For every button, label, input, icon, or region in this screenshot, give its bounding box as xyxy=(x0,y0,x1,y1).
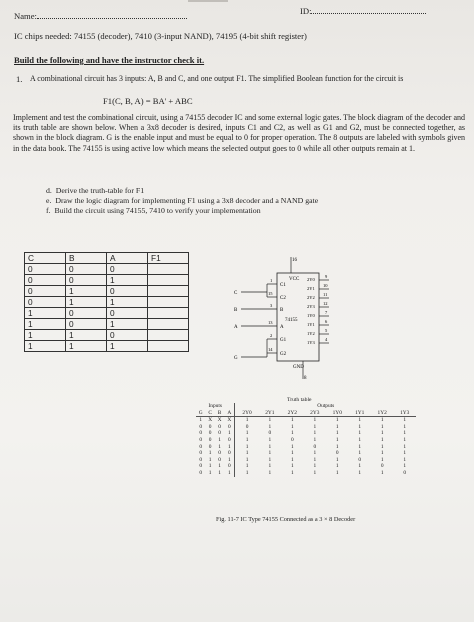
datasheet-cell: 1 xyxy=(228,469,231,476)
table-row xyxy=(196,417,416,424)
datasheet-header-cell: 2Y0 xyxy=(235,410,259,417)
datasheet-cell: 0 xyxy=(199,443,203,450)
header-c: C xyxy=(25,253,66,264)
output-pins xyxy=(307,274,329,345)
datasheet-truth-table xyxy=(196,403,416,477)
datasheet-cell: 0 xyxy=(358,456,362,463)
input-g1: G1 xyxy=(280,338,287,343)
datasheet-cell: 1 xyxy=(228,430,231,437)
datasheet-cell: 1 xyxy=(335,430,339,437)
datasheet-cell: 1 xyxy=(380,443,384,450)
name-label: Name: xyxy=(14,10,187,21)
datasheet-header-cell: 1Y3 xyxy=(393,410,416,417)
datasheet-cell: 1 xyxy=(313,436,317,443)
output-1y0: 1Y0 xyxy=(307,313,315,318)
cell: 0 xyxy=(107,308,148,319)
pin-2: 2 xyxy=(270,333,273,338)
datasheet-header-cell: B xyxy=(215,410,224,417)
f1-cell xyxy=(148,264,189,275)
f1-cell xyxy=(148,341,189,352)
datasheet-cell: 1 xyxy=(218,436,221,443)
datasheet-cell: 1 xyxy=(358,450,362,457)
output-1y1: 1Y1 xyxy=(307,322,315,327)
output-1y2: 1Y2 xyxy=(307,331,315,336)
datasheet-cell: 0 xyxy=(199,423,203,430)
table-row xyxy=(25,308,189,319)
table-row xyxy=(196,444,416,451)
datasheet-cell: 0 xyxy=(208,436,212,443)
datasheet-cell: 1 xyxy=(235,444,259,451)
datasheet-cell: 1 xyxy=(290,423,294,430)
cell: 0 xyxy=(25,286,66,297)
input-c2: C2 xyxy=(280,296,286,301)
datasheet-cell: 0 xyxy=(208,430,212,437)
datasheet-header-cell: 2Y1 xyxy=(259,410,281,417)
cell: 1 xyxy=(66,330,107,341)
id-label: ID: xyxy=(300,5,426,16)
datasheet-cell: X xyxy=(227,417,232,424)
f1-cell xyxy=(148,297,189,308)
datasheet-header-row xyxy=(196,410,416,417)
datasheet-cell: 1 xyxy=(358,463,362,470)
cell: 0 xyxy=(25,264,66,275)
cell: 0 xyxy=(66,275,107,286)
table-row xyxy=(196,470,416,477)
datasheet-cell: 1 xyxy=(235,437,259,444)
datasheet-cell: 0 xyxy=(208,443,212,450)
cell: 1 xyxy=(25,341,66,352)
pin-15: 15 xyxy=(268,291,273,296)
output-2y1: 2Y1 xyxy=(307,286,315,291)
cell: 1 xyxy=(66,286,107,297)
datasheet-cell: 1 xyxy=(268,443,272,450)
datasheet-cell: 1 xyxy=(335,417,339,424)
pin-9: 9 xyxy=(325,274,328,279)
task-e: e. Draw the logic diagram for implementing F1 using a 3x8 decoder and a NAND gate xyxy=(46,196,319,205)
datasheet-cell: 1 xyxy=(268,463,272,470)
gnd-pin: 8 xyxy=(304,376,307,381)
table-row xyxy=(25,297,189,308)
datasheet-cell: 1 xyxy=(380,450,384,457)
datasheet-cell: 1 xyxy=(403,450,407,457)
f1-cell xyxy=(148,330,189,341)
datasheet-cell: 1 xyxy=(380,430,384,437)
cell: 1 xyxy=(66,297,107,308)
input-c1: C1 xyxy=(280,283,286,288)
table-row xyxy=(25,286,189,297)
datasheet-cell: 0 xyxy=(218,430,221,437)
datasheet-header-cell: 1Y2 xyxy=(371,410,393,417)
datasheet-cell: 1 xyxy=(313,423,317,430)
header-a: A xyxy=(107,253,148,264)
datasheet-header-cell: 1Y1 xyxy=(349,410,371,417)
cell: 1 xyxy=(25,319,66,330)
datasheet-cell: 1 xyxy=(313,430,317,437)
name-blank xyxy=(37,10,187,19)
datasheet-cell: 0 xyxy=(199,436,203,443)
datasheet-cell: 1 xyxy=(235,450,259,457)
datasheet-cell: 1 xyxy=(290,430,294,437)
datasheet-cell: 1 xyxy=(335,469,339,476)
output-1y3: 1Y3 xyxy=(307,340,315,345)
datasheet-cell: 1 xyxy=(235,463,259,470)
datasheet-cell: 0 xyxy=(218,450,221,457)
cell: 1 xyxy=(107,297,148,308)
datasheet-cell: 1 xyxy=(380,456,384,463)
datasheet-cell: 0 xyxy=(335,450,339,457)
table-row xyxy=(196,450,416,457)
datasheet-cell: 1 xyxy=(218,469,221,476)
header-f1: F1 xyxy=(148,253,189,264)
datasheet-cell: 1 xyxy=(235,430,259,437)
datasheet-cell: 0 xyxy=(313,443,317,450)
cell: 1 xyxy=(107,341,148,352)
pin-4: 4 xyxy=(325,337,328,342)
ext-input-c: C xyxy=(234,291,238,296)
f1-cell xyxy=(148,286,189,297)
datasheet-cell: 1 xyxy=(335,436,339,443)
datasheet-cell: 0 xyxy=(403,469,407,476)
datasheet-cell: 1 xyxy=(235,470,259,477)
table-row xyxy=(196,424,416,431)
datasheet-cell: 0 xyxy=(228,423,231,430)
datasheet-cell: 0 xyxy=(199,430,203,437)
pin-13: 13 xyxy=(268,320,273,325)
header-b: B xyxy=(66,253,107,264)
pin-5: 5 xyxy=(325,328,328,333)
pin-12: 12 xyxy=(323,301,328,306)
datasheet-header-cell: C xyxy=(205,410,214,417)
datasheet-header-cell: 1Y0 xyxy=(326,410,348,417)
datasheet-cell: 1 xyxy=(358,443,362,450)
question-number: 1. xyxy=(16,74,23,84)
datasheet-cell: 1 xyxy=(290,443,294,450)
datasheet-cell: 1 xyxy=(403,436,407,443)
task-d: d. Derive the truth-table for F1 xyxy=(46,186,145,195)
cell: 1 xyxy=(66,341,107,352)
datasheet-cell: 0 xyxy=(290,436,294,443)
datasheet-cell: 1 xyxy=(335,456,339,463)
gnd-label: GND xyxy=(293,365,304,370)
datasheet-cell: 1 xyxy=(208,450,212,457)
question-text: A combinational circuit has 3 inputs: A, B and C, and one output F1. The simplified Boolean function for the circuit is xyxy=(30,74,404,83)
table-row xyxy=(25,319,189,330)
datasheet-table-title: Truth table xyxy=(287,397,312,403)
datasheet-cell: 0 xyxy=(199,469,203,476)
datasheet-cell: 1 xyxy=(358,436,362,443)
student-truth-table xyxy=(24,252,189,352)
datasheet-cell: 1 xyxy=(358,423,362,430)
f1-cell xyxy=(148,319,189,330)
decoder-block-diagram xyxy=(225,255,345,395)
datasheet-cell: 1 xyxy=(403,456,407,463)
datasheet-cell: 1 xyxy=(358,469,362,476)
datasheet-cell: X xyxy=(217,417,222,424)
f1-cell xyxy=(148,275,189,286)
ext-input-a: A xyxy=(234,325,238,330)
id-blank xyxy=(311,5,426,14)
datasheet-cell: 0 xyxy=(380,463,384,470)
datasheet-cell: 1 xyxy=(335,443,339,450)
datasheet-cell: 1 xyxy=(235,417,259,424)
cell: 1 xyxy=(107,319,148,330)
output-2y3: 2Y3 xyxy=(307,304,315,309)
datasheet-cell: 1 xyxy=(313,463,317,470)
datasheet-cell: 1 xyxy=(290,469,294,476)
datasheet-cell: X xyxy=(208,417,213,424)
input-g2: G2 xyxy=(280,352,287,357)
pin-14: 14 xyxy=(268,347,273,352)
input-a: A xyxy=(280,325,284,330)
datasheet-cell: 1 xyxy=(380,423,384,430)
table-header-row xyxy=(25,253,189,264)
datasheet-cell: 1 xyxy=(228,456,231,463)
datasheet-cell: 0 xyxy=(208,423,212,430)
datasheet-cell: 1 xyxy=(335,463,339,470)
table-row xyxy=(196,437,416,444)
datasheet-cell: 1 xyxy=(208,463,212,470)
datasheet-cell: 1 xyxy=(268,450,272,457)
datasheet-cell: 0 xyxy=(235,424,259,431)
inputs-group-label: Inputs xyxy=(208,403,222,409)
cell: 0 xyxy=(66,319,107,330)
datasheet-cell: 0 xyxy=(199,456,203,463)
pin-7: 7 xyxy=(325,310,328,315)
top-edge-artifact xyxy=(188,0,228,2)
build-heading: Build the following and have the instructor check it. xyxy=(14,55,205,65)
datasheet-body xyxy=(196,417,416,477)
datasheet-cell: 0 xyxy=(228,463,231,470)
datasheet-cell: 1 xyxy=(268,423,272,430)
table-row xyxy=(196,463,416,470)
cell: 0 xyxy=(107,330,148,341)
datasheet-cell: 1 xyxy=(228,443,231,450)
vcc-pin: 16 xyxy=(292,258,297,263)
datasheet-cell: 0 xyxy=(228,436,231,443)
table-row xyxy=(196,457,416,464)
table-row xyxy=(25,264,189,275)
figure-caption: Fig. 11-7 IC Type 74155 Connected as a 3 × 8 Decoder xyxy=(216,516,356,523)
datasheet-cell: 0 xyxy=(199,450,203,457)
datasheet-cell: 1 xyxy=(313,469,317,476)
datasheet-cell: 1 xyxy=(290,450,294,457)
pin-11: 11 xyxy=(323,292,328,297)
f1-cell xyxy=(148,308,189,319)
datasheet-cell: 1 xyxy=(380,469,384,476)
cell: 1 xyxy=(25,330,66,341)
table-row xyxy=(25,341,189,352)
datasheet-cell: 1 xyxy=(380,417,384,424)
datasheet-cell: 1 xyxy=(403,417,407,424)
outputs-group-label: Outputs xyxy=(235,403,416,410)
datasheet-cell: 1 xyxy=(208,456,212,463)
datasheet-header-cell: A xyxy=(224,410,235,417)
datasheet-cell: 1 xyxy=(218,443,221,450)
datasheet-header-cell: 2Y2 xyxy=(281,410,303,417)
table-row xyxy=(196,430,416,437)
datasheet-cell: 1 xyxy=(208,469,212,476)
ext-input-b: B xyxy=(234,308,238,313)
table-row xyxy=(25,330,189,341)
datasheet-cell: 1 xyxy=(380,436,384,443)
datasheet-cell: 1 xyxy=(358,430,362,437)
datasheet-cell: 1 xyxy=(313,417,317,424)
cell: 0 xyxy=(25,297,66,308)
datasheet-cell: 1 xyxy=(218,463,221,470)
chips-line: IC chips needed: 74155 (decoder), 7410 (3-input NAND), 74195 (4-bit shift register) xyxy=(14,31,307,41)
datasheet-cell: 0 xyxy=(218,423,221,430)
datasheet-cell: 1 xyxy=(268,469,272,476)
datasheet-header-cell: 2Y3 xyxy=(304,410,326,417)
datasheet-cell: 1 xyxy=(403,423,407,430)
datasheet-cell: 0 xyxy=(268,430,272,437)
cell: 0 xyxy=(66,308,107,319)
cell: 1 xyxy=(25,308,66,319)
datasheet-cell: 1 xyxy=(268,456,272,463)
datasheet-cell: 1 xyxy=(268,436,272,443)
datasheet-cell: 1 xyxy=(199,417,203,424)
ext-input-g: G xyxy=(234,356,238,361)
datasheet-cell: 1 xyxy=(358,417,362,424)
datasheet-cell: 1 xyxy=(290,463,294,470)
datasheet-cell: 1 xyxy=(290,456,294,463)
datasheet-cell: 1 xyxy=(268,417,272,424)
datasheet-cell: 1 xyxy=(290,417,294,424)
datasheet-cell: 1 xyxy=(313,456,317,463)
input-b: B xyxy=(280,308,284,313)
cell: 0 xyxy=(107,286,148,297)
vcc-label: VCC xyxy=(289,277,300,282)
instructions-paragraph: Implement and test the combinational circuit, using a 74155 decoder IC and some external logic gates. The block diagram of the decoder and its truth table are shown below. When a 3x8 decoder is desired, inputs C1 and C2, as well as G1 and G2, must be connected together, as shown in the block diagram. G is the enable input and must be equal to 0 for proper operation. The 8 outputs are labeled with symbols given in the data book. The 74155 is using active low which means the selected output goes to 0 while all other outputs remain at 1. xyxy=(13,113,465,153)
datasheet-cell: 1 xyxy=(313,450,317,457)
datasheet-cell: 0 xyxy=(228,450,231,457)
datasheet-cell: 0 xyxy=(199,463,203,470)
pin-1: 1 xyxy=(270,278,273,283)
datasheet-cell: 1 xyxy=(403,443,407,450)
output-2y0: 2Y0 xyxy=(307,277,315,282)
pin-6: 6 xyxy=(325,319,328,324)
datasheet-cell: 1 xyxy=(235,457,259,464)
table-row xyxy=(25,275,189,286)
output-2y2: 2Y2 xyxy=(307,295,315,300)
datasheet-header-cell: G xyxy=(196,410,205,417)
pin-3: 3 xyxy=(270,303,273,308)
cell: 1 xyxy=(107,275,148,286)
task-f: f. Build the circuit using 74155, 7410 to verify your implementation xyxy=(46,206,261,215)
cell: 0 xyxy=(25,275,66,286)
datasheet-cell: 1 xyxy=(403,463,407,470)
datasheet-cell: 0 xyxy=(218,456,221,463)
pin-10: 10 xyxy=(323,283,328,288)
boolean-formula: F1(C, B, A) = BA' + ABC xyxy=(103,96,193,106)
chip-name: 74155 xyxy=(285,318,298,323)
datasheet-cell: 1 xyxy=(403,430,407,437)
cell: 0 xyxy=(66,264,107,275)
datasheet-cell: 1 xyxy=(335,423,339,430)
cell: 0 xyxy=(107,264,148,275)
